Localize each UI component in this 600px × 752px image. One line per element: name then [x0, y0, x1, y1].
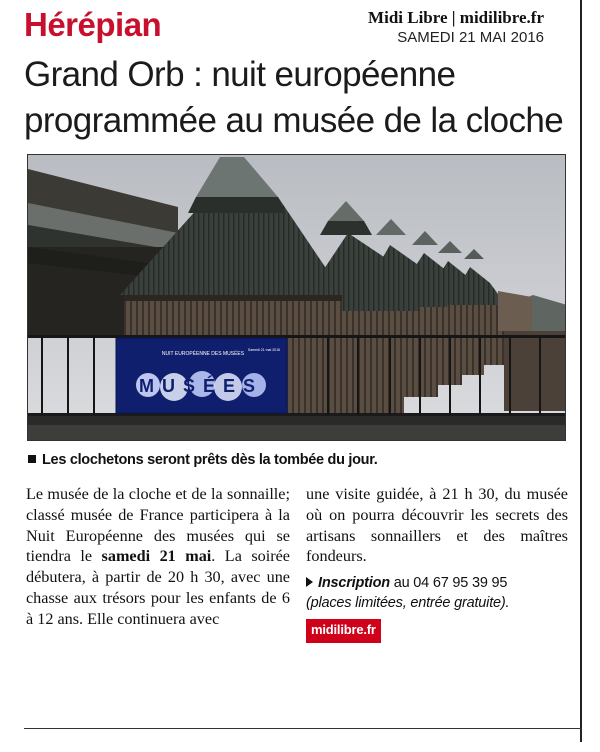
banner-title: NUIT EUROPÉENNE DES MUSÉES: [161, 351, 245, 357]
midilibre-badge[interactable]: midilibre.fr: [306, 619, 381, 643]
triangle-bullet-icon: [306, 577, 313, 587]
body-column-right: [306, 484, 568, 643]
source-block: [368, 8, 544, 46]
body-paragraph-right: une visite guidée, à 21 h 30, du musée où on pourra découvrir les secrets des artisans sonnaillers et des maîtres fondeurs.: [306, 485, 568, 566]
caption-bullet-icon: [28, 455, 36, 463]
frame-divider-bottom: [24, 728, 582, 729]
headline: [24, 52, 574, 144]
banner-big-text: MUSÉES: [138, 376, 264, 396]
event-date: samedi 21 mai: [101, 547, 212, 566]
locality-heading: Hérépian: [24, 6, 162, 43]
headline-line-2: programmée au musée de la cloche: [24, 101, 564, 140]
registration-info: [306, 573, 568, 613]
musees-banner: [116, 338, 287, 413]
photo-caption: [28, 452, 378, 468]
registration-note: (places limitées, entrée gratuite).: [306, 595, 510, 612]
headline-line-1: Grand Orb : nuit européenne: [24, 55, 456, 94]
registration-label: Inscription: [318, 575, 390, 592]
body-paragraph-left: [26, 484, 290, 630]
source-name: Midi Libre | midilibre.fr: [368, 8, 544, 27]
publication-date: SAMEDI 21 MAI 2016: [397, 29, 544, 46]
article-photo: [27, 154, 566, 441]
banner-date: Samedi 21 mai 2016: [247, 348, 280, 352]
frame-divider-right: [580, 0, 582, 742]
caption-text: Les clochetons seront prêts dès la tombée du jour.: [42, 452, 378, 468]
body-text: . La soirée débutera, à partir de 20 h 30, avec une chasse aux trésors pour les enfants de 6 à 12 ans. Elle continuera avec: [26, 547, 290, 628]
body-column-left: [26, 484, 290, 630]
registration-phone: au 04 67 95 39 95: [389, 575, 508, 592]
body-text: Le musée de la cloche et de la sonnaille; classé musée de France participera à la Nuit Européenne des musées qui se tiendra le: [26, 485, 290, 566]
